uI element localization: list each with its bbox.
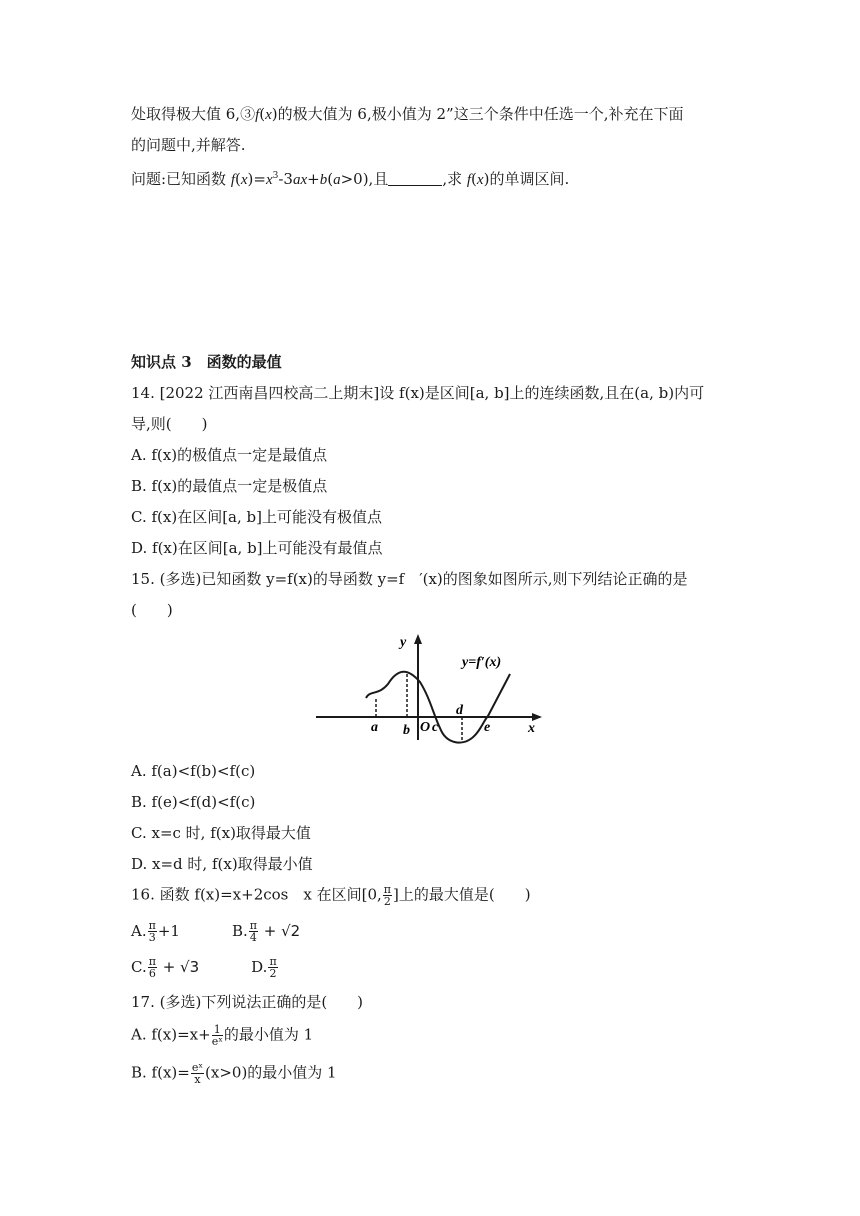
q15-stem-1: 15. (多选)已知函数 y=f(x)的导函数 y=f ′(x)的图象如图所示,则下列结论正确的是 [131, 570, 688, 588]
q17-option-a: A. f(x)=x+ $\frac{1}{\text{eˣ}}$ 的最小值为 1 [131, 1023, 314, 1048]
intro-line-3: 问题:已知函数 $f(x)=x^3-3ax+b(a>0)$,且 ,求 f(x)的单调区间. [131, 170, 570, 188]
origin-label: O [420, 720, 431, 735]
q14-option-d: D. f(x)在区间[a, b]上可能没有最值点 [131, 539, 383, 557]
point-a-label: a [371, 720, 378, 735]
point-b-label: b [403, 723, 410, 738]
x-axis-arrow [532, 713, 542, 721]
q16-stem [131, 884, 531, 907]
intro-text: 问题:已知函数 [131, 170, 231, 188]
y-axis-arrow [414, 634, 422, 644]
q15-option-b: B. f(e)<f(d)<f(c) [131, 793, 256, 811]
intro-text: 处取得极大值 6,③ [131, 105, 256, 123]
derivative-graph [312, 628, 548, 748]
intro-text: 的单调区间. [489, 170, 570, 188]
intro-line-1: 处取得极大值 6,③f(x)的极大值为 6,极小值为 2”这三个条件中任选一个,补充在下面 [131, 105, 684, 123]
q15-option-c: C. x=c 时, f(x)取得最大值 [131, 824, 311, 842]
point-e-label: e [484, 720, 491, 735]
section-title: 知识点 3 函数的最值 [131, 353, 282, 371]
q16-options-row-2 [131, 956, 279, 979]
point-c-label: c [432, 720, 439, 735]
q17-stem: 17. (多选)下列说法正确的是( ) [131, 993, 364, 1011]
intro-text: ,求 [442, 170, 467, 188]
graph-x-label: x [528, 721, 535, 736]
answer-blank[interactable] [388, 171, 442, 186]
point-d-label: d [456, 703, 463, 718]
q14-option-c: C. f(x)在区间[a, b]上可能没有极值点 [131, 508, 382, 526]
q14-stem-1: 14. [2022 江西南昌四校高二上期末]设 f(x)是区间[a, b]上的连续函数,且在(a, b)内可 [131, 384, 705, 402]
q14-option-b: B. f(x)的最值点一定是极值点 [131, 477, 328, 495]
intro-text: 的极大值为 6,极小值为 2”这三个条件中任选一个,补充在下面 [277, 105, 684, 123]
intro-line-2: 的问题中,并解答. [131, 136, 246, 154]
q16-options-row-1 [131, 920, 300, 943]
q16-stem-text: 16. 函数 f(x)=x+2cos x 在区间[0, [131, 885, 382, 904]
q14-stem-2: 导,则( ) [131, 415, 208, 433]
q16-option-d: D. $\frac{\pi}{2}$ [251, 955, 277, 980]
q16-option-c: C. $\frac{\pi}{6}$ + √3 [131, 955, 200, 980]
q16-option-b: B. $\frac{\pi}{4}$ + √2 [231, 919, 301, 944]
q15-option-a: A. f(a)<f(b)<f(c) [131, 762, 256, 780]
pi-over-2-fraction: $\frac{\pi}{2}$ [383, 883, 392, 908]
q15-option-d: D. x=d 时, f(x)取得最小值 [131, 855, 313, 873]
q17-option-b: B. f(x)= $\frac{\text{eˣ}}{x}$ (x>0)的最小值为 1 [131, 1061, 337, 1086]
q16-option-a: A. $\frac{\pi}{3}$ +1 [131, 919, 180, 944]
q14-option-a: A. f(x)的极值点一定是最值点 [131, 446, 328, 464]
q16-stem-text: ]上的最大值是( ) [393, 885, 531, 904]
graph-y-label: y [400, 635, 407, 650]
intro-text: ( [327, 170, 334, 188]
graph-curve-label: y=f′(x) [462, 655, 502, 670]
q15-stem-2: ( ) [131, 601, 173, 619]
